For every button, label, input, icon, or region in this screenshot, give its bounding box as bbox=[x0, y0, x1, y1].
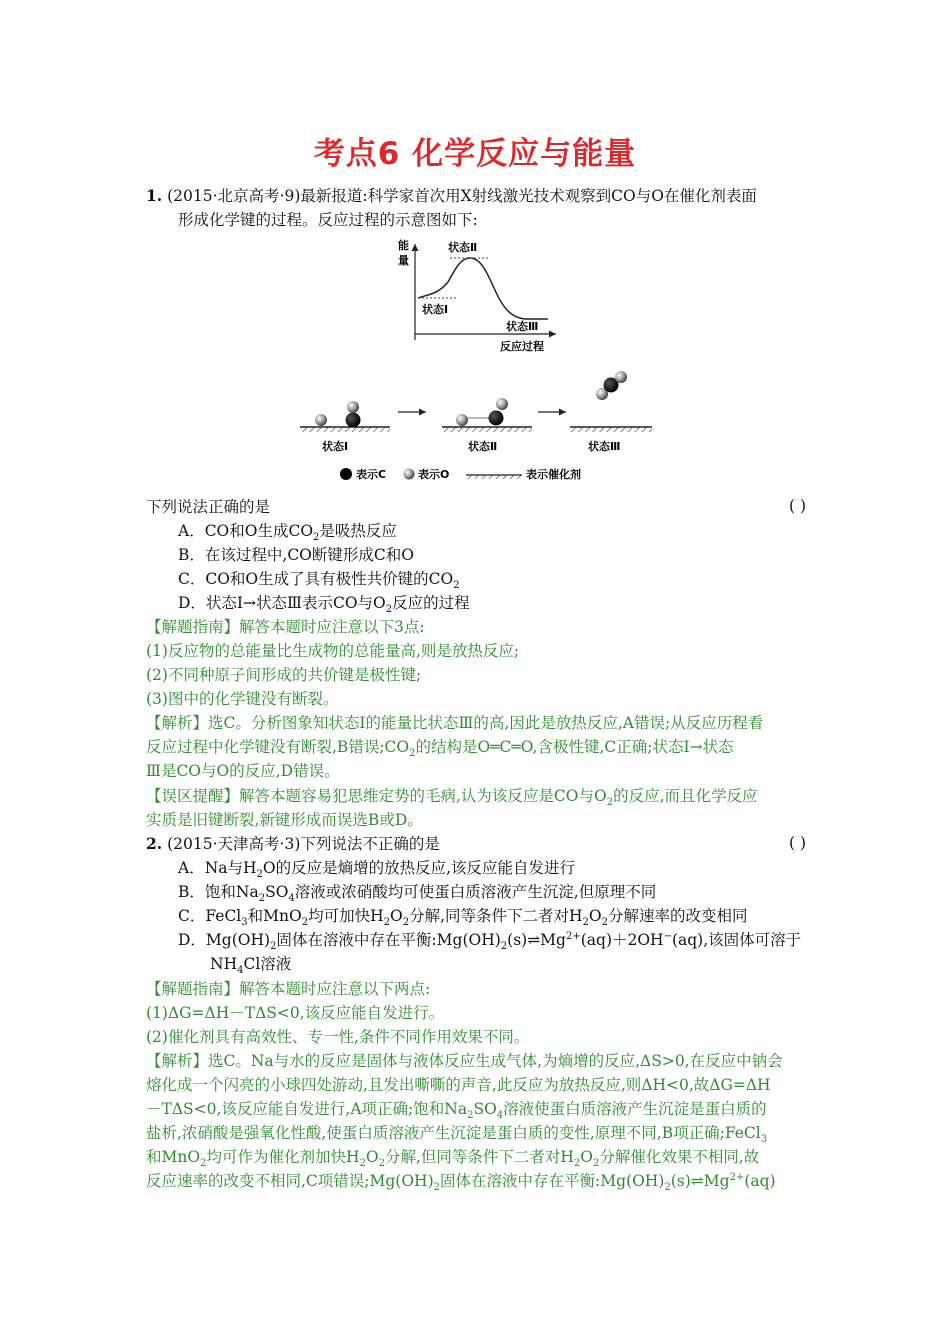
q1-guide-1: (1)反应物的总能量比生成物的总能量高,则是放热反应; bbox=[146, 642, 520, 660]
q1-guide-3: (3)图中的化学键没有断裂。 bbox=[146, 690, 339, 708]
catalyst-surface-2 bbox=[442, 427, 532, 432]
q2-option-d: D．$Mg(OH)_2$固体在溶液中存在平衡$:Mg(OH)_2(s)\rightleftharpoons Mg^{2+}(aq)+2OH^-(aq)$,该固体可溶于 bbox=[178, 930, 802, 953]
q2-analysis-6: 反应速率的改变不相同,C项错误$;Mg(OH)_2$固体在溶液中存在平衡$:Mg(OH)_2(s)\rightleftharpoons Mg^{2+}(aq)$ bbox=[146, 1171, 776, 1194]
curve-state1-label: 状态Ⅰ bbox=[422, 303, 449, 316]
q1-stem-line1: (2015·北京高考·9)最新报道:科学家首次用X射线激光技术观察到CO与O在催化剂表面 bbox=[167, 187, 757, 205]
catalyst-surface-3 bbox=[570, 427, 652, 432]
legend-o-marker bbox=[404, 469, 415, 480]
catalyst-surface-1 bbox=[300, 427, 390, 432]
curve-state2-label: 状态Ⅱ bbox=[448, 241, 478, 254]
q1-answer-blank: ( ) bbox=[788, 497, 806, 515]
atom-c bbox=[346, 413, 361, 428]
q1-analysis-2: 反应过程中化学键没有断裂,B错误$;CO_2$的结构是O═C═O,含极性键,C正确;状态Ⅰ→状态 bbox=[146, 738, 734, 760]
page-title: 考点6 化学反应与能量 bbox=[313, 136, 637, 172]
q1-guide-2: (2)不同种原子间形成的共价键是极性键; bbox=[146, 666, 422, 684]
y-label-1: 能 bbox=[398, 239, 409, 252]
q2-guide-head: 【解题指南】解答本题时应注意以下两点: bbox=[146, 980, 431, 998]
q2-option-d-line2: $NH_4Cl$溶液 bbox=[210, 955, 292, 977]
q1-analysis-3: Ⅲ是CO与O的反应,D错误。 bbox=[146, 762, 340, 780]
q1-guide-head: 【解题指南】解答本题时应注意以下3点: bbox=[146, 618, 425, 636]
q1-option-b: B．在该过程中,CO断键形成C和O bbox=[178, 546, 414, 564]
q2-guide-1: (1)ΔG=ΔH－TΔS<0,该反应能自发进行。 bbox=[146, 1004, 445, 1022]
q2-number: 2. bbox=[146, 834, 163, 853]
q2-analysis-4: 盐析,浓硝酸是强氧化性酸,使蛋白质溶液产生沉淀是蛋白质的变性,原理不同,B项正确;FeCl$_3$ bbox=[146, 1124, 768, 1146]
q2-analysis-3: －TΔS<0,该反应能自发进行,A项正确;饱和$Na_2SO_4$溶液使蛋白质溶液产生沉淀是蛋白质的 bbox=[146, 1100, 767, 1122]
y-label-2: 量 bbox=[398, 254, 409, 267]
atom-o bbox=[315, 414, 327, 426]
diagram-state2-label: 状态Ⅱ bbox=[468, 440, 498, 453]
q1-line1 bbox=[146, 186, 757, 206]
q1-warning-1: 【误区提醒】解答本题容易犯思维定势的毛病,认为该反应是CO与$O_2$的反应,而且化学反应 bbox=[146, 787, 758, 809]
x-label: 反应过程 bbox=[500, 340, 544, 353]
q1-option-d: D．状态Ⅰ→状态Ⅲ表示CO与$O_2$反应的过程 bbox=[178, 594, 470, 616]
q2-option-a: A．Na与$H_2O$的反应是熵增的放热反应,该反应能自发进行 bbox=[178, 859, 576, 881]
q1-warning-2: 实质是旧键断裂,新键形成而误选B或D。 bbox=[146, 811, 423, 829]
q2-line1 bbox=[146, 834, 440, 854]
reaction-figure bbox=[290, 232, 670, 492]
q2-analysis-5: 和MnO$_2$均可作为催化剂加快$H_2O_2$分解,但同等条件下二者对$H_2O_2$分解催化效果不相同,故 bbox=[146, 1148, 760, 1170]
atom-o bbox=[615, 371, 627, 383]
q2-analysis-2: 熔化成一个闪亮的小球四处游动,且发出嘶嘶的声音,此反应为放热反应,则ΔH<0,故ΔG=ΔH bbox=[146, 1076, 771, 1094]
q2-answer-blank: ( ) bbox=[788, 834, 806, 852]
q2-guide-2: (2)催化剂具有高效性、专一性,条件不同作用效果不同。 bbox=[146, 1028, 530, 1046]
legend-catalyst-marker bbox=[466, 475, 522, 479]
legend-o-label: 表示O bbox=[418, 468, 450, 481]
atom-c bbox=[489, 411, 504, 426]
q1-option-c: C．CO和O生成了具有极性共价键的$CO_2$ bbox=[178, 570, 460, 592]
atom-o bbox=[456, 414, 468, 426]
q1-number: 1. bbox=[146, 186, 163, 205]
q1-option-a: A．CO和O生成$CO_2$是吸热反应 bbox=[178, 522, 397, 544]
diagram-state1-label: 状态Ⅰ bbox=[322, 440, 349, 453]
atom-o bbox=[496, 398, 508, 410]
diagram-state3-label: 状态Ⅲ bbox=[588, 440, 621, 453]
legend-c-marker bbox=[340, 468, 352, 480]
q1-question: 下列说法正确的是 bbox=[146, 498, 271, 516]
atom-o bbox=[347, 401, 359, 413]
legend-catalyst-label: 表示催化剂 bbox=[526, 468, 581, 481]
q1-stem-line2: 形成化学键的过程。反应过程的示意图如下: bbox=[178, 211, 478, 229]
q2-analysis-1: 【解析】选C。Na与水的反应是固体与液体反应生成气体,为熵增的反应,ΔS>0,在反应中钠会 bbox=[146, 1052, 783, 1070]
q2-option-b: B．饱和$Na_2SO_4$溶液或浓硝酸均可使蛋白质溶液产生沉淀,但原理不同 bbox=[178, 883, 657, 905]
q1-analysis-1: 【解析】选C。分析图象知状态Ⅰ的能量比状态Ⅲ的高,因此是放热反应,A错误;从反应历程看 bbox=[146, 714, 764, 732]
q2-option-c: C．FeCl$_3$和MnO$_2$均可加快$H_2O_2$分解,同等条件下二者对$H_2O_2$分解速率的改变相同 bbox=[178, 907, 748, 929]
q2-stem: (2015·天津高考·3)下列说法不正确的是 bbox=[167, 835, 440, 853]
curve-state3-label: 状态Ⅲ bbox=[506, 320, 539, 333]
legend-c-label: 表示C bbox=[356, 468, 387, 481]
